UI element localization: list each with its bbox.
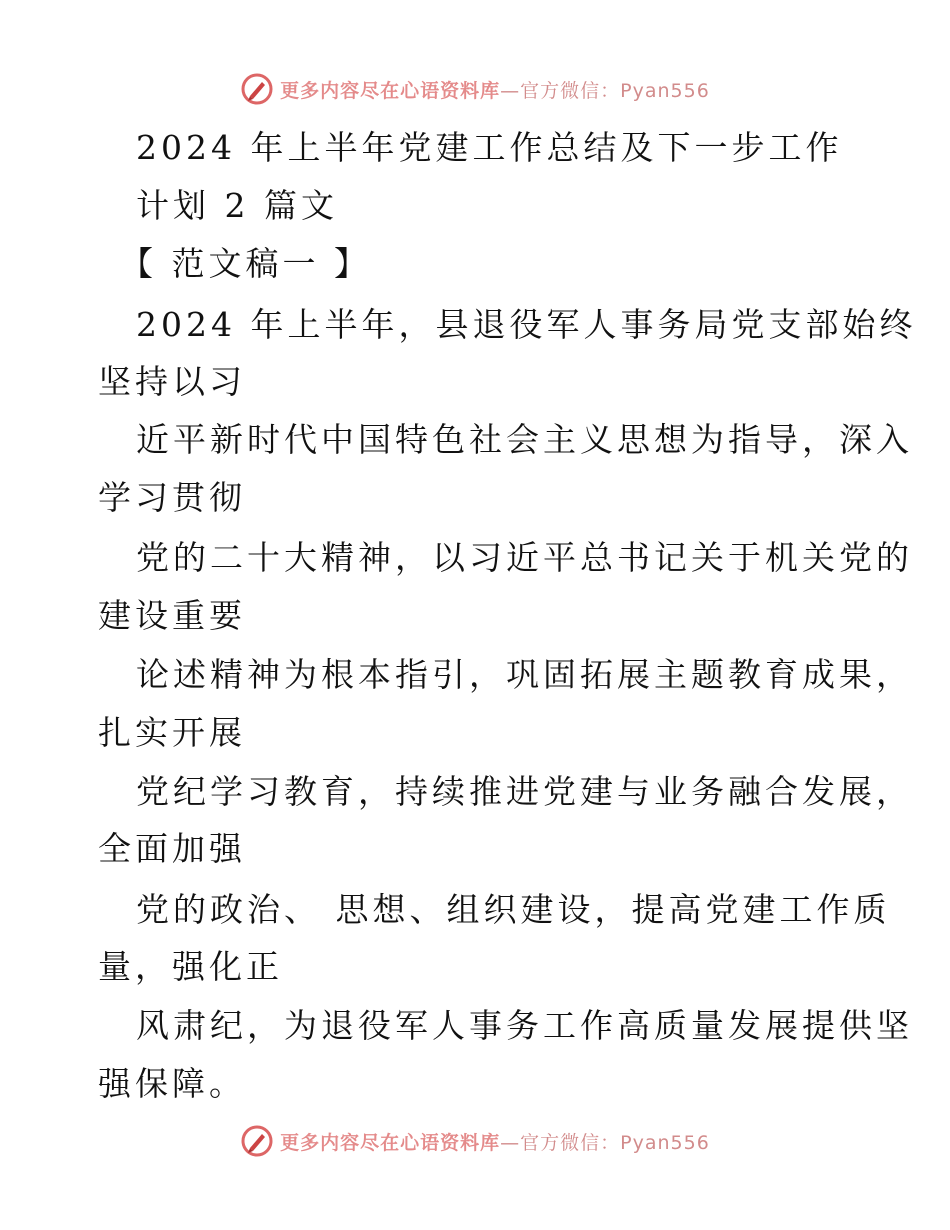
paragraph-line: 2024 年上半年，县退役军人事务局党支部始终 — [136, 305, 917, 344]
document-title-line-1: 2024 年上半年党建工作总结及下一步工作 — [136, 128, 843, 167]
pen-logo-icon — [240, 72, 274, 106]
paragraph-line: 学习贯彻 — [98, 478, 246, 517]
paragraph-line: 党纪学习教育，持续推进党建与业务融合发展， — [136, 772, 913, 811]
paragraph-line: 党的二十大精神，以习近平总书记关于机关党的 — [136, 538, 913, 577]
paragraph-line: 近平新时代中国特色社会主义思想为指导，深入 — [136, 420, 913, 459]
paragraph-line: 强保障。 — [98, 1064, 246, 1103]
paragraph-line: 坚持以习 — [98, 362, 246, 401]
paragraph-line: 扎实开展 — [98, 713, 246, 752]
watermark-main-text: 更多内容尽在心语资料库 — [280, 79, 501, 102]
paragraph-line: 全面加强 — [98, 829, 246, 868]
watermark-sub-text: —官方微信：Pyan556 — [500, 1131, 710, 1154]
watermark-main-text: 更多内容尽在心语资料库 — [280, 1131, 501, 1154]
pen-logo-icon — [240, 1124, 274, 1158]
footer-watermark — [0, 1124, 950, 1158]
paragraph-line: 论述精神为根本指引，巩固拓展主题教育成果， — [136, 655, 913, 694]
section-label: 【 范文稿一 】 — [120, 244, 371, 283]
header-watermark — [0, 72, 950, 106]
watermark-sub-text: —官方微信：Pyan556 — [500, 79, 710, 102]
document-title-line-2: 计划 2 篇文 — [136, 186, 338, 225]
paragraph-line: 建设重要 — [98, 596, 246, 635]
paragraph-line: 风肃纪，为退役军人事务工作高质量发展提供坚 — [136, 1006, 913, 1045]
paragraph-line: 量，强化正 — [98, 947, 283, 986]
paragraph-line: 党的政治、 思想、组织建设，提高党建工作质 — [136, 890, 891, 929]
